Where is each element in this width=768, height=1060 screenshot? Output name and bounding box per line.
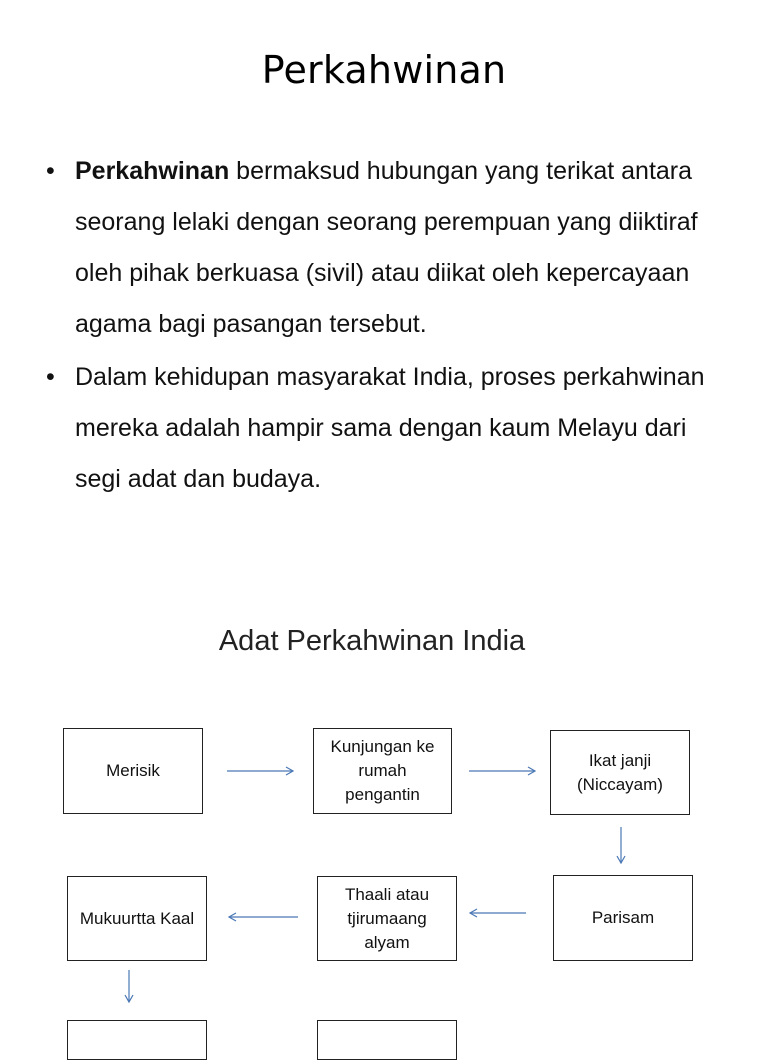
step-label: Thaali atau tjirumaang alyam xyxy=(344,884,430,952)
bullet-symbol: • xyxy=(46,157,55,185)
page-title: Perkahwinan xyxy=(261,48,507,92)
step-mukuurtta-kaal xyxy=(67,876,207,961)
step-label: Merisik xyxy=(106,761,160,780)
step-label: Parisam xyxy=(591,908,655,927)
diagram-title: Adat Perkahwinan India xyxy=(218,625,526,657)
bullet-text: bermaksud hubungan yang terikat antara seorang lelaki dengan seorang perempuan yang diiktiraf oleh pihak berkuasa (sivil) atau diikat oleh kepercayaan agama bagi pasangan tersebut. xyxy=(75,157,698,338)
bullet-term: Perkahwinan xyxy=(75,157,230,185)
bullet-text: Dalam kehidupan masyarakat India, proses perkahwinan mereka adalah hampir sama dengan kaum Melayu dari segi adat dan budaya. xyxy=(75,363,705,493)
bullet-item xyxy=(46,146,736,350)
bullet-symbol: • xyxy=(46,363,55,391)
step-label: Ikat janji (Niccayam) xyxy=(577,750,663,794)
step-parisam xyxy=(553,875,693,961)
step-ikat-janji xyxy=(550,730,690,815)
step-merisik xyxy=(63,728,203,814)
bullet-list xyxy=(46,146,736,507)
bullet-item xyxy=(46,352,736,505)
step-label: Mukuurtta Kaal xyxy=(79,908,195,928)
step-next-left xyxy=(67,1020,207,1060)
step-label: Kunjungan ke rumah pengantin xyxy=(330,737,435,804)
step-thaali xyxy=(317,876,457,961)
step-kunjungan xyxy=(313,728,452,814)
step-next-center xyxy=(317,1020,457,1060)
